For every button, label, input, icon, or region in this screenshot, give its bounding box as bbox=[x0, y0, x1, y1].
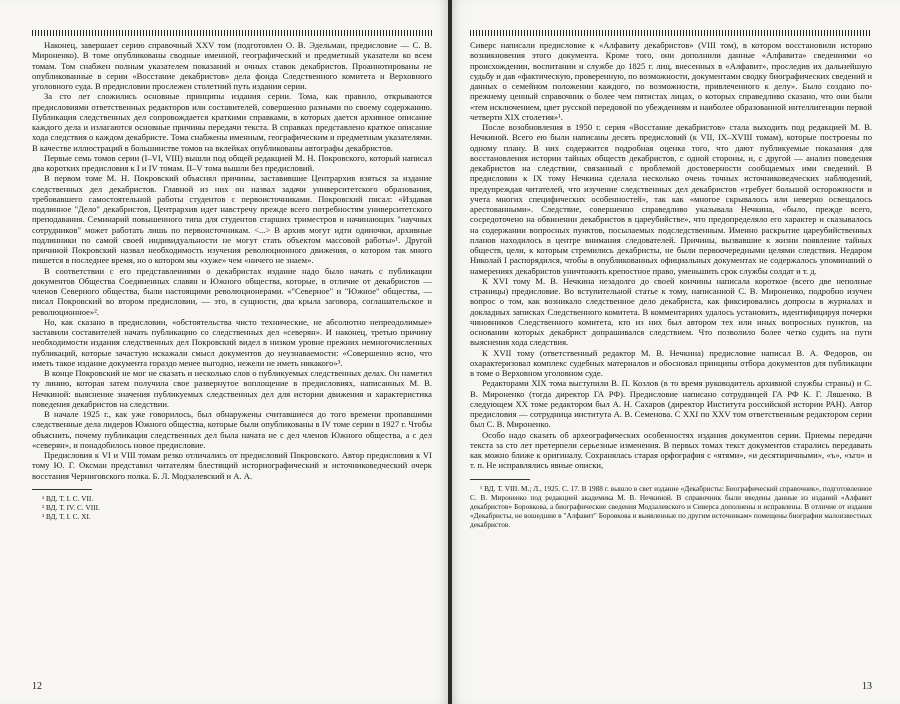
footnote-separator bbox=[32, 489, 92, 490]
footnote: ¹ ВД. Т. I. С. VII. bbox=[42, 493, 94, 503]
paragraph: За сто лет сложились основные принципы издания серии. Тома, как правило, открываются предисловиями ответственных редакторов или составителей, совершенно разными по своему содержанию. Публикация следственных дел сопровождается краткими справками, в которых дается архивное описание каждого дела и излагаются основные причины передачи текста. В справках представлено краткое описание хода следствия о каждом декабристе. Тома снабжены именным, географическим и предметным указателями. В качестве иллюстраций в большинстве томов на вклейках опубликованы автографы декабристов. bbox=[32, 91, 432, 153]
right-page-body bbox=[470, 40, 872, 471]
footnote: ² ВД. Т. IV. С. VIII. bbox=[42, 502, 100, 512]
paragraph: После возобновления в 1950 г. серия «Восстание декабристов» стала выходить под редакцией М. В. Нечкиной. Всего ею были написаны десять предисловий (к VII, IX–XVIII томам), которые построены по одному плану. В них содержится подробная оценка того, что дают публикуемые показания для восстановления истории тайных обществ декабристов, с одной стороны, и, с другой — анализ поведения декабристов на следствии, связанный с проблемой достоверности сообщаемых ими сведений. В предисловии к IX тому Нечкина сделала несколько очень точных источниковедческих наблюдений, предупреждая читателей, что изучение следственных дел декабристов «требует большой осторожности и учета многих специфических особенностей», так как «многое скрывалось или неверно освещалось арестованными». Следствие, совершенно справедливо указывала Нечкина, «было, прежде всего, сосредоточено на обвинении декабристов в цареубийстве», что предопределяло его характер и сказывалось на содержании вопросных пунктов, посылаемых подследственным. Именно раскрытие цареубийственных планов находилось в центре внимания следователей. Причины, вызвавшие к жизни появление тайных обществ, цели, к которым стремились декабристы, не были первоочередными целями следствия. Недаром Николай I распорядился, чтобы в опубликованных официальных документах не содержалось упоминаний о намерениях декабристов уничтожить крепостное право, уменьшить срок службы солдат и т. д. bbox=[470, 122, 872, 276]
header-rule bbox=[32, 30, 432, 36]
paragraph: Сиверс написали предисловие к «Алфавиту декабристов» (VIII том), в котором восстановили историю возникновения этого документа. Кроме того, они дополнили данные «Алфавита» сведениями «о происхождении, воспитании и службе до 1825 г. лиц, внесенных в «Алфавит», проследив их дальнейшую судьбу и дав «фактическую, проверенную, по возможности, документами сводку биографических сведений и данных о семейном положении каждого, по возможности, привлеченного к делу». Было создано по-прежнему ценный справочник о более чем пятистах лицах, о которых справедливо сказано, что они были «тем исключением, цвет русской передовой по убеждениям и наиболее образованной интеллигенции первой четверти XIX столетия»¹. bbox=[470, 40, 872, 122]
paragraph: Предисловия к VI и VIII томам резко отличались от предисловий Покровского. Автор предисловия к VI тому Ю. Г. Оксман представил читателям блестящий историографический и источниковедческий очерк восстания Черниговского полка. Б. Л. Модзалевский и А. А. bbox=[32, 450, 432, 481]
paragraph: Первые семь томов серии (I–VI, VIII) вышли под общей редакцией М. Н. Покровского, который написал два коротких предисловия к I и IV томам. II–V тома вышли без предисловий. bbox=[32, 152, 432, 173]
paragraph: Особо надо сказать об археографических особенностях издания документов серии. Приемы передачи текста за сто лет претерпели серьезные изменения. В первых томах текст документов старались передавать как можно ближе к оригиналу. Сохранялась старая орфография с «ятями», «и десятиричными», «ъ», «ъго» и т. п. Не исправлялись явные описки, bbox=[470, 429, 872, 471]
page-number: 13 bbox=[862, 681, 872, 692]
paragraph: В конце Покровский не мог не сказать и несколько слов о публикуемых следственных делах. Он наметил ту линию, которая затем получила свое развернутое воплощение в предисловиях, написанных М. В. Нечкиной: выяснение значения публикуемых следственных дел для истории движения и характеристика поведения декабристов на следствии. bbox=[32, 368, 432, 409]
right-page bbox=[450, 0, 900, 704]
paragraph: К XVI тому М. В. Нечкина незадолго до своей кончины написала короткое (всего две неполные страницы) предисловие. Во вступительной статье к тому, написанной С. В. Мироненко, подробно изучен вопрос о том, как возникало следственное дело декабриста, как фиксировались допросы в журналах и докладных записках Следственного комитета. В комментариях удалось установить, идентифицируя почерки чиновников Следственного комитета, кто из них был автором тех или иных вопросных пунктов, на основании которых декабрист допрашивался следствием. Что позволило более четко судить на пути выяснения хода следствия. bbox=[470, 275, 872, 348]
header-rule bbox=[470, 30, 872, 36]
paragraph: Редакторами XIX тома выступили В. П. Козлов (в то время руководитель архивной службы страны) и С. В. Мироненко (тогда директор ГА РФ). Предисловие написано сотрудницей ГА РФ К. Г. Ляшенко. В следующем XX томе редактором был А. Н. Сахаров (директор Института российской истории РАН). Автор предисловия — сотрудница института А. В. Семенова. С XXI по XXV том ответственным редактором серии был С. В. Мироненко. bbox=[470, 378, 872, 430]
paragraph: Наконец, завершает серию справочный XXV том (подготовлен О. В. Эдельман, предисловие — С. В. Мироненко). В томе опубликованы сводные именной, географический и предметный указатели ко всем томам. Том снабжен полным указателем показаний и очных ставок декабристов. Проаннотированы не опубликованные в серии «Восстание декабристов» дела фонда Следственного комитета и Верховного уголовного суда. В предисловии прослежен столетний путь издания серии. bbox=[32, 40, 432, 91]
paragraph: В первом томе М. Н. Покровский объяснял причины, заставившие Центрархив взяться за издание следственных дел декабристов. Главной из них он назвал задачи университетского образования, требовавшего самостоятельной работы студентов с первоисточниками. Покровский писал: «Издавая подлинное "Дело" декабристов, Центрархив идет навстречу прежде всего потребностям университетского преподавания. Семинарий повышенного типа для студентов старших триместров и начинающих "научных сотрудников" может работать лишь по первоисточникам. <...> В архив могут идти одиночки, архивные подлинники по самой своей индивидуальности не могут стать объектом массовой работы»¹. Другой причиной Покровский назвал необходимость изучения революционного движения, о котором так много пишется в последнее время, но о котором мы «хуже» чем «ничего не знаем». bbox=[32, 173, 432, 266]
footnote-separator bbox=[470, 479, 530, 480]
paragraph: Но, как сказано в предисловии, «обстоятельства чисто технические, не абсолютно непреодолимые» заставили составителей начать публикацию со следственных дел «северян». И наконец, третью причину необходимости издания следственных дел Покровский видел в низком уровне прежних немногочисленных публикаций, которые зачастую искажали смысл документов до неузнаваемости: «Совершенно ясно, что иметь такое издание документа гораздо менее выгодно, нежели не иметь никакого»³. bbox=[32, 316, 432, 368]
right-footnotes bbox=[470, 484, 872, 529]
paragraph: В начале 1925 г., как уже говорилось, был обнаружены считавшиеся до того времени пропавшими следственные дела лидеров Южного общества, которые были опубликованы в IV томе серии в 1927 г. Чтобы объяснить, почему публикация следственных дел была начата не с дел членов Южного общества, а с дел «северян», и понадобилось новое предисловие. bbox=[32, 409, 432, 450]
page-number: 12 bbox=[32, 681, 42, 692]
left-page-body bbox=[32, 40, 432, 481]
paragraph: К XVII тому (ответственный редактор М. В. Нечкина) предисловие написал В. А. Федоров, он охарактеризовал комплекс судебных материалов и обосновал принципы отбора документов для публикации в томе о Верховном уголовном суде. bbox=[470, 347, 872, 378]
book-gutter bbox=[448, 0, 452, 704]
paragraph: В соответствии с его представлениями о декабристах издание надо было начать с публикации документов Общества Соединенных славян и Южного общества, которые, в отличие от декабристов — членов Северного общества, были настоящими революционерами. «"Северное" и "Южное" общества, — писал Покровский во втором предисловии, — это, в сущности, два крыла заговора, соглашательское и революционное»². bbox=[32, 265, 432, 317]
left-footnotes bbox=[32, 494, 432, 521]
footnote: ¹ ВД. Т. VIII. М.; Л., 1925. С. 17. В 1988 г. вышло в свет издание «Декабристы: Биографический справочник», подготовленное С. В. Мироненко под редакцией академика М. В. Нечкиной. В справочник были введены данные из изданий «Алфавит декабристов» Боровкова, а биографические сведения Модзалевского и Сиверса дополнены и исправлены. В отличие от издания «Декабристы, не вошедшие в "Алфавит" Боровкова и выявленные по другим источникам» помещены биографии малоизвестных декабристов. bbox=[470, 483, 872, 529]
footnote: ³ ВД. Т. I. С. XI. bbox=[42, 511, 91, 521]
